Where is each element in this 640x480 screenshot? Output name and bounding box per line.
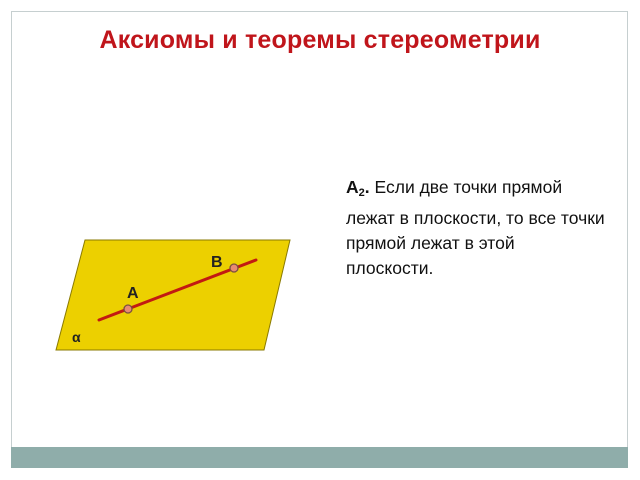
point-b-label: B — [211, 254, 223, 271]
axiom-code-letter: A — [346, 177, 359, 197]
point-b — [230, 264, 238, 272]
plane-label: α — [72, 329, 81, 345]
axiom-text: Если две точки прямой лежат в плоскости, то все точки прямой лежат в этой плоскости. — [346, 177, 605, 278]
slide-title: Аксиомы и теоремы стереометрии — [99, 26, 541, 54]
axiom-code-dot: . — [364, 177, 370, 197]
plane-alpha — [56, 240, 290, 350]
axiom-code-index: 2 — [358, 187, 365, 199]
point-a-label: A — [127, 285, 139, 302]
point-a — [124, 305, 132, 313]
